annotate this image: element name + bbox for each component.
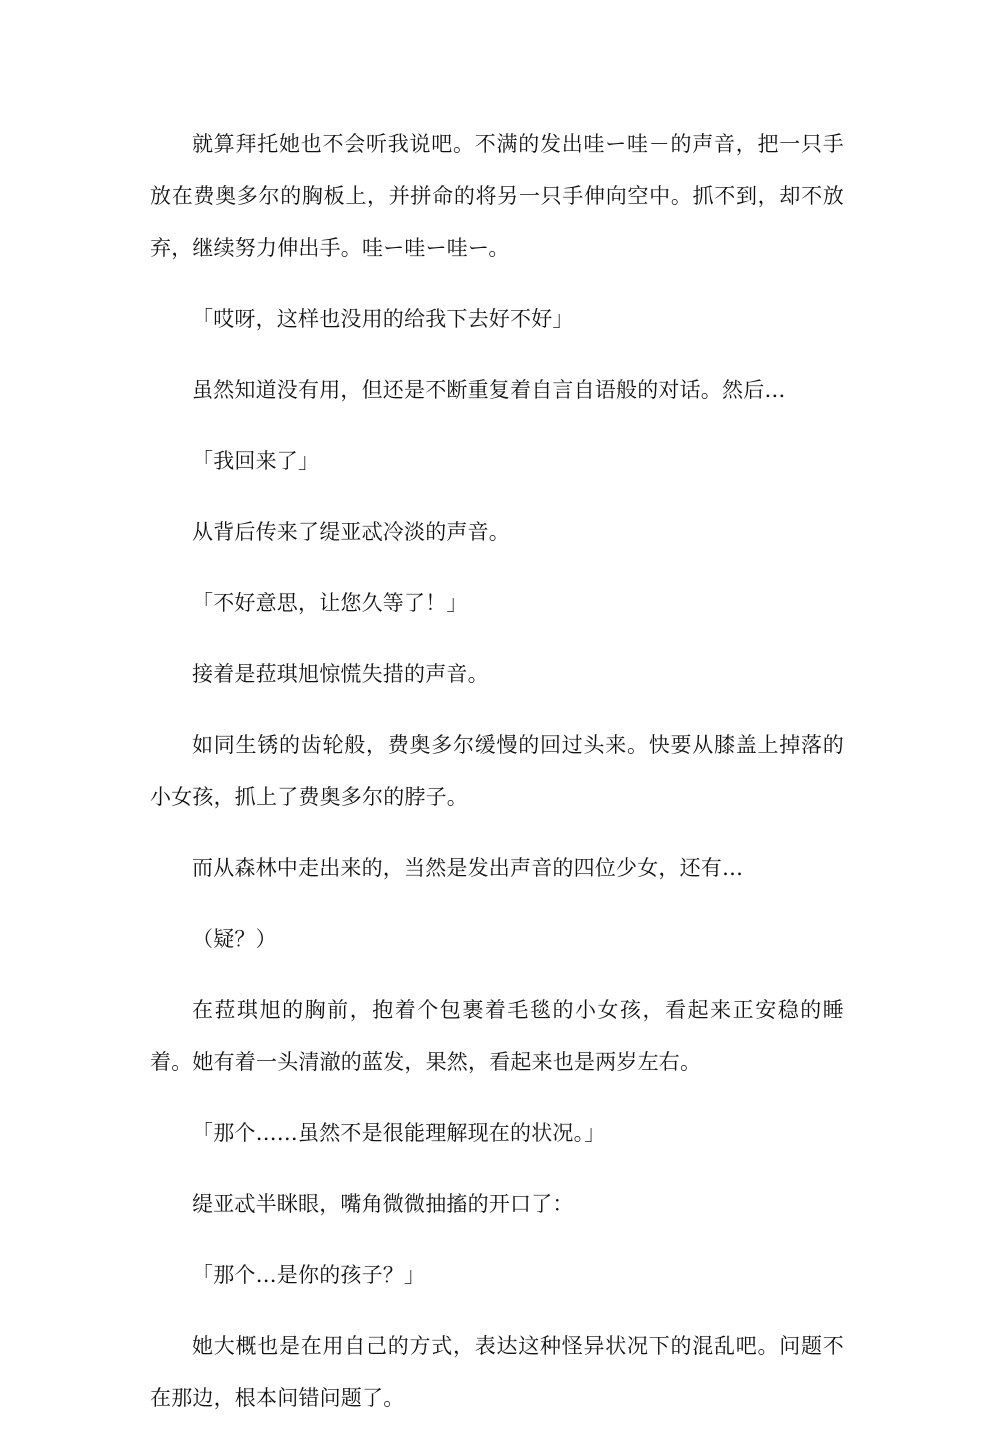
paragraph-6: 「不好意思，让您久等了！」: [192, 591, 468, 615]
paragraph-1: 就算拜托她也不会听我说吧。不满的发出哇ー哇－的声音，把一只手放在费奥多尔的胸板上，并拼命的将另一只手伸向空中。抓不到，却不放弃，继续努力伸出手。哇ー哇ー哇ー。: [150, 132, 844, 260]
paragraph-15: 她大概也是在用自己的方式，表达这种怪异状况下的混乱吧。问题不在那边，根本问错问题了。: [150, 1334, 844, 1410]
paragraph-8: 如同生锈的齿轮般，费奥多尔缓慢的回过头来。快要从膝盖上掉落的小女孩，抓上了费奥多尔的脖子。: [150, 733, 844, 809]
document-page: [150, 118, 844, 1443]
paragraph-13: 缇亚忒半眯眼，嘴角微微抽搐的开口了：: [192, 1192, 574, 1216]
paragraph-11: 在菈琪旭的胸前，抱着个包裹着毛毯的小女孩，看起来正安稳的睡着。她有着一头清澈的蓝发，果然，看起来也是两岁左右。: [150, 998, 844, 1074]
paragraph-3: 虽然知道没有用，但还是不断重复着自言自语般的对话。然后…: [192, 378, 786, 402]
paragraph-5: 从背后传来了缇亚忒冷淡的声音。: [192, 520, 510, 544]
paragraph-7: 接着是菈琪旭惊慌失措的声音。: [192, 662, 489, 686]
paragraph-9: 而从森林中走出来的，当然是发出声音的四位少女，还有…: [192, 856, 744, 880]
paragraph-10: （疑？）: [192, 927, 277, 951]
paragraph-2: 「哎呀，这样也没用的给我下去好不好」: [192, 307, 574, 331]
paragraph-12: 「那个……虽然不是很能理解现在的状况。」: [192, 1121, 606, 1145]
paragraph-4: 「我回来了」: [192, 449, 320, 473]
paragraph-14: 「那个…是你的孩子？」: [192, 1263, 426, 1287]
